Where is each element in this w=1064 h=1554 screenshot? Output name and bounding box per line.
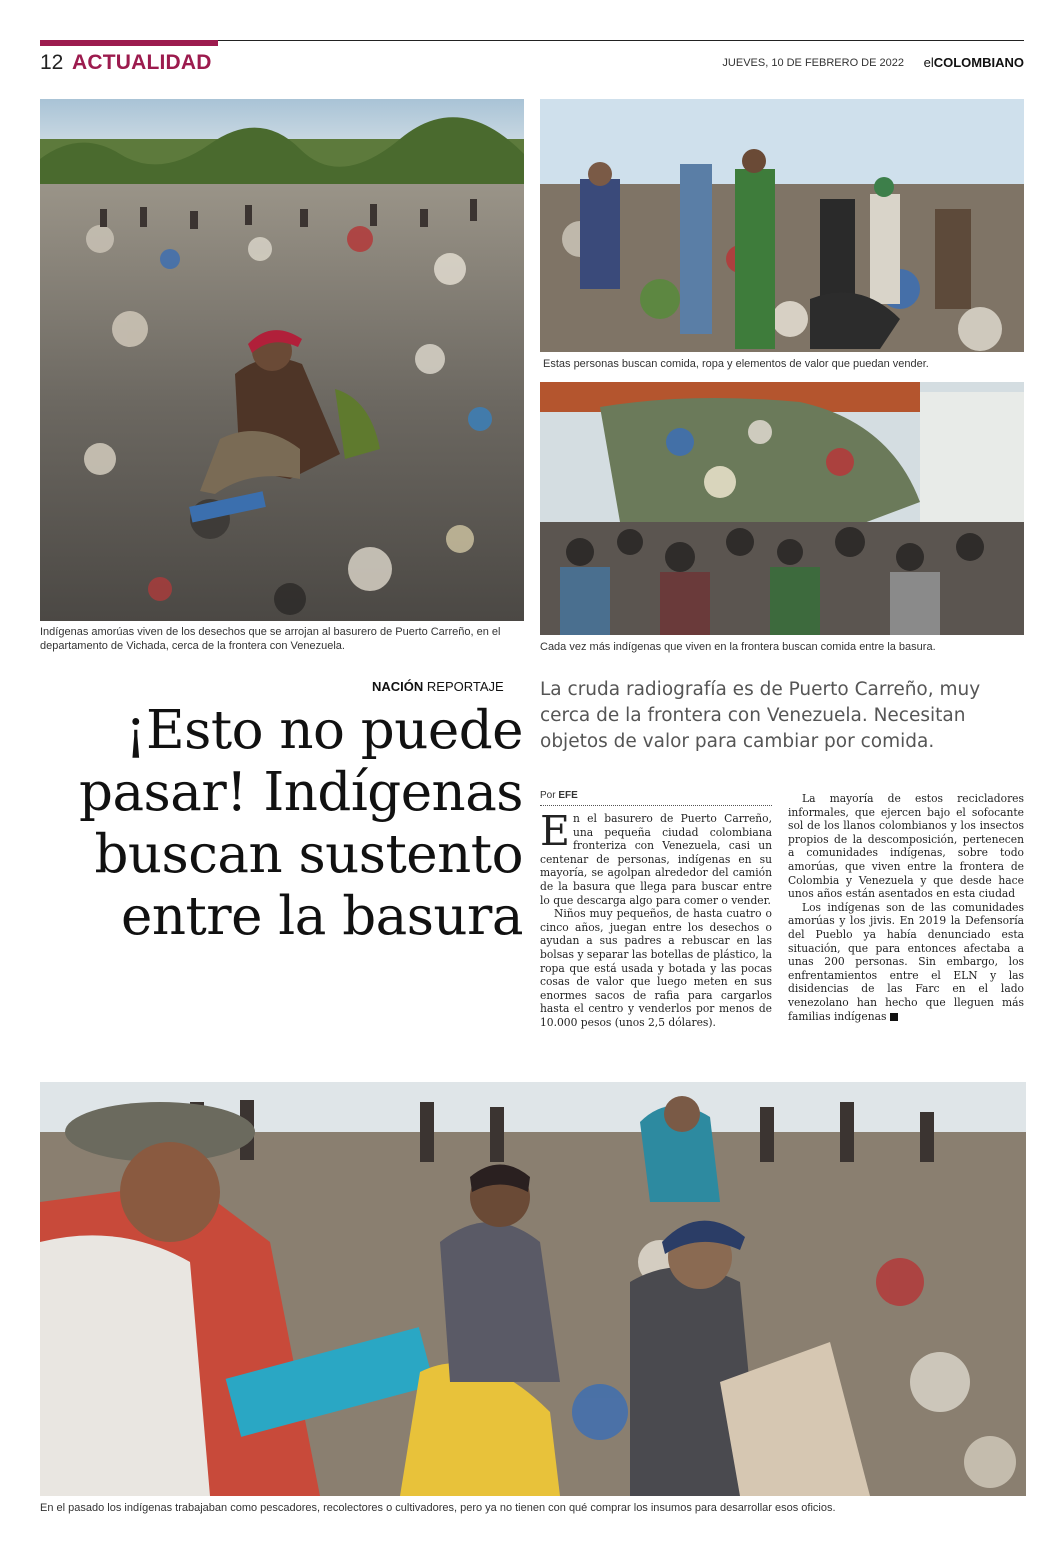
main-photo-woman-in-dump bbox=[40, 99, 524, 621]
mid-right-photo-caption: Cada vez más indígenas que viven en la frontera buscan comida entre la basura. bbox=[540, 641, 936, 653]
headline-line: entre la basura bbox=[120, 886, 523, 947]
byline-author: EFE bbox=[558, 790, 578, 801]
bottom-photo-caption: En el pasado los indígenas trabajaban como pescadores, recolectores o cultivadores, pero ya no tienen con qué comprar los insumos para desarrollar esos oficios. bbox=[40, 1502, 836, 1514]
headline-line: ¡Esto no puede bbox=[125, 700, 523, 761]
body-paragraph-text: n el basurero de Puerto Carreño, una pequeña ciudad colombiana fronteriza con Venezuela, casi un centenar de personas, indígenas en su mayoría, se agolpan alrededor del camión de la basura que llega para buscar entre lo que descarga algo para comer o vender. bbox=[540, 812, 772, 907]
main-photo-caption: Indígenas amorúas viven de los desechos que se arrojan al basurero de Puerto Carreño, en el departamento de Vichada, cerca de la frontera con Venezuela. bbox=[40, 626, 501, 652]
article-headline bbox=[40, 700, 523, 948]
bottom-photo-workers-in-dump bbox=[40, 1082, 1026, 1496]
brand-prefix: el bbox=[923, 55, 934, 70]
article-kicker bbox=[372, 679, 504, 694]
byline-prefix: Por bbox=[540, 790, 556, 801]
end-of-article-mark bbox=[890, 1013, 898, 1021]
issue-date: JUEVES, 10 DE FEBRERO DE 2022 bbox=[722, 57, 904, 69]
body-paragraph-text: Los indígenas son de las comunidades amorúas y los jivis. En 2019 la Defensoría del Pueblo ya había denunciado esta situación, que para entonces afectaba a unas 200 personas. Sin embargo, los enfrentamientos entre el ELN y las disidencias de las Farc en el lado venezolano han hecho que lleguen más familias indígenas bbox=[788, 900, 1024, 1023]
page-number: 12 bbox=[40, 51, 64, 74]
kicker-type: REPORTAJE bbox=[426, 679, 504, 694]
top-right-photo-caption: Estas personas buscan comida, ropa y elementos de valor que puedan vender. bbox=[543, 358, 929, 370]
article-column-1 bbox=[540, 807, 772, 1030]
article-column-2 bbox=[788, 792, 1024, 1023]
body-paragraph bbox=[540, 807, 772, 907]
kicker-section: NACIÓN bbox=[372, 679, 424, 694]
newspaper-logo[interactable] bbox=[924, 55, 1024, 70]
section-accent-bar bbox=[40, 40, 218, 46]
mid-right-photo-crowd-at-truck bbox=[540, 382, 1024, 635]
article-subhead: La cruda radiografía es de Puerto Carreño, muy cerca de la frontera con Venezuela. Necesitan objetos de valor para cambiar por comida. bbox=[540, 679, 981, 752]
page-header bbox=[40, 51, 1024, 75]
brand-name: COLOMBIANO bbox=[933, 55, 1024, 70]
body-paragraph: Niños muy pequeños, de hasta cuatro o cinco años, juegan entre los desechos o ayudan a sus padres a rebuscar en las bolsas y separar las botellas de plástico, la ropa que está usada y botada y las pocas cosas de valor que luego meten en sus enormes sacos de rafia para cargarlos hasta el centro y venderlos por menos de 10.000 pesos (unos 2,5 dólares). bbox=[540, 907, 772, 1029]
dropcap-letter: E bbox=[540, 807, 570, 855]
section-name[interactable]: ACTUALIDAD bbox=[72, 51, 212, 74]
article-byline bbox=[540, 790, 772, 806]
headline-line: pasar! Indígenas bbox=[79, 762, 523, 823]
body-paragraph bbox=[788, 901, 1024, 1023]
headline-line: buscan sustento bbox=[94, 824, 523, 885]
body-paragraph: La mayoría de estos recicladores informales, que ejercen bajo el sofocante sol de los llanos colombianos y los insectos propios de la descomposición, pertenecen a comunidades indígenas, sobre todo amorúas, que viven entre la frontera de Colombia y Venezuela y que desde hace unos años están asentados en esta ciudad bbox=[788, 792, 1024, 901]
top-right-photo-people-sorting-clothes bbox=[540, 99, 1024, 352]
